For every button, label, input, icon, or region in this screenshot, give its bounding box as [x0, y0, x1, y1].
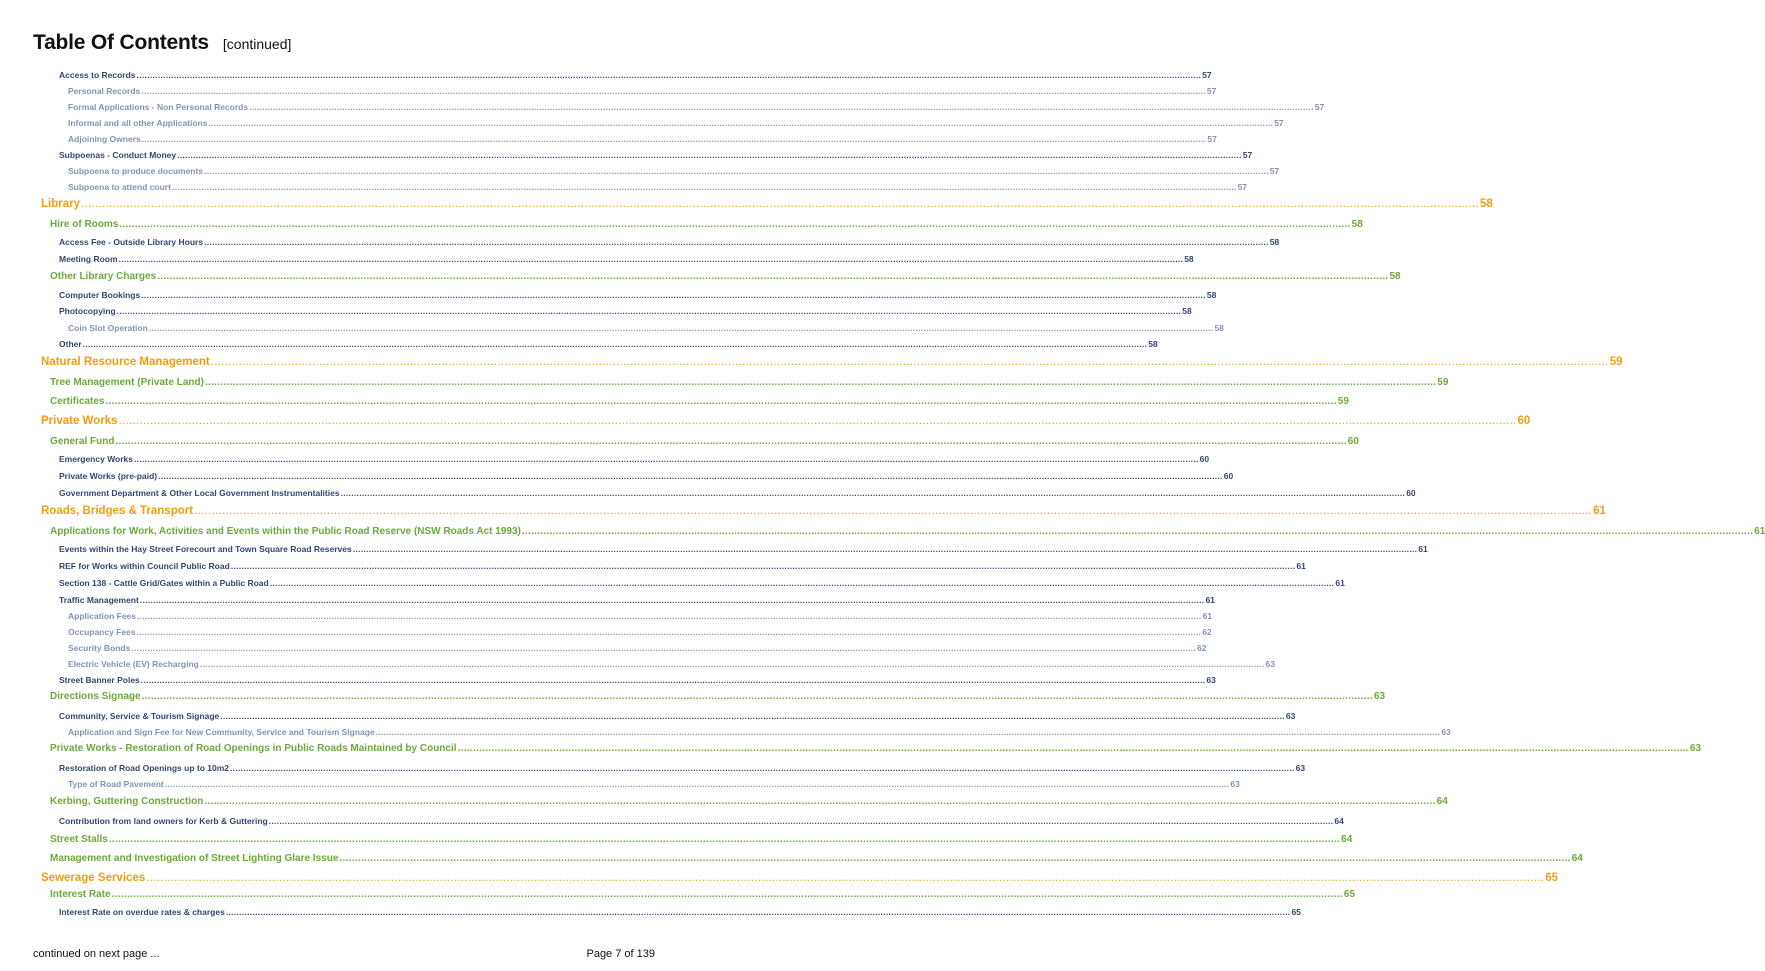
- continued-note: continued on next page ...: [33, 948, 160, 960]
- toc-entry-label: Applications for Work, Activities and Events within the Public Road Reserve (NSW Roads Act 1993): [50, 526, 521, 537]
- toc-entry-page: 60: [1406, 488, 1416, 498]
- toc-entry[interactable]: [50, 436, 1359, 447]
- toc-entry[interactable]: [68, 166, 1280, 176]
- dot-leader: ................................................................................................................................................................................................................................................................................................................................................................................................................: [204, 796, 1436, 807]
- toc-entry-label: Interest Rate on overdue rates & charges: [59, 907, 225, 917]
- toc-entry-page: 57: [1206, 86, 1217, 96]
- toc-entry-label: Access Fee - Outside Library Hours: [59, 237, 204, 247]
- toc-entry-label: General Fund: [50, 436, 115, 447]
- dot-leader: ................................................................................................................................................................................................................................................................................................................................................................................................................: [116, 306, 1182, 316]
- toc-entry[interactable]: [59, 488, 1416, 498]
- toc-entry-label: Directions Signage: [50, 691, 141, 702]
- dot-leader: ................................................................................................................................................................................................................................................................................................................................................................................................................: [118, 254, 1184, 264]
- dot-leader: ................................................................................................................................................................................................................................................................................................................................................................................................................: [269, 578, 1335, 588]
- toc-entry[interactable]: [50, 834, 1353, 845]
- dot-leader: ................................................................................................................................................................................................................................................................................................................................................................................................................: [210, 356, 1609, 368]
- toc-entry[interactable]: [68, 659, 1275, 669]
- dot-leader: ................................................................................................................................................................................................................................................................................................................................................................................................................: [208, 118, 1274, 128]
- toc-entry-label: Street Banner Poles: [59, 675, 140, 685]
- toc-entry-page: 63: [1689, 743, 1701, 754]
- toc-entry-label: Street Stalls: [50, 834, 108, 845]
- toc-entry-page: 61: [1593, 505, 1606, 517]
- toc-entry-page: 63: [1206, 675, 1216, 685]
- toc-entry-page: 58: [1148, 339, 1158, 349]
- dot-leader: ................................................................................................................................................................................................................................................................................................................................................................................................................: [136, 627, 1202, 637]
- toc-entry[interactable]: [68, 134, 1217, 144]
- toc-entry-page: 64: [1436, 796, 1448, 807]
- toc-entry-label: Subpoena to produce documents: [68, 166, 204, 176]
- dot-leader: ................................................................................................................................................................................................................................................................................................................................................................................................................: [204, 377, 1437, 388]
- toc-entry-label: Emergency Works: [59, 454, 134, 464]
- toc-entry[interactable]: [41, 356, 1623, 368]
- dot-leader: ................................................................................................................................................................................................................................................................................................................................................................................................................: [139, 595, 1205, 605]
- dot-leader: ................................................................................................................................................................................................................................................................................................................................................................................................................: [521, 526, 1754, 537]
- dot-leader: ................................................................................................................................................................................................................................................................................................................................................................................................................: [249, 102, 1314, 112]
- toc-entry-page: 60: [1223, 471, 1234, 481]
- toc-entry-page: 58: [1269, 237, 1280, 247]
- toc-entry-label: Contribution from land owners for Kerb & Guttering: [59, 816, 268, 826]
- toc-entry-label: Coin Slot Operation: [68, 323, 148, 333]
- toc-entry[interactable]: [50, 526, 1765, 537]
- toc-entry[interactable]: [50, 796, 1448, 807]
- toc-entry-label: Private Works: [41, 415, 118, 427]
- toc-entry[interactable]: [68, 182, 1248, 192]
- toc-entry-page: 63: [1265, 659, 1275, 669]
- toc-entry[interactable]: [59, 763, 1306, 773]
- toc-entry-label: Government Department & Other Local Government Instrumentalities: [59, 488, 340, 498]
- dot-leader: ................................................................................................................................................................................................................................................................................................................................................................................................................: [140, 675, 1206, 685]
- toc-entry-page: 61: [1296, 561, 1306, 571]
- toc-entry-page: 57: [1314, 102, 1325, 112]
- toc-entry-label: Sewerage Services: [41, 872, 146, 884]
- toc-entry-label: Kerbing, Guttering Construction: [50, 796, 204, 807]
- toc-entry[interactable]: [68, 323, 1224, 333]
- toc-entry-label: Private Works - Restoration of Road Openings in Public Roads Maintained by Council: [50, 743, 457, 754]
- toc-entry-label: Formal Applications - Non Personal Records: [68, 102, 249, 112]
- dot-leader: ................................................................................................................................................................................................................................................................................................................................................................................................................: [352, 544, 1418, 554]
- page-subtitle: [continued]: [222, 36, 292, 52]
- toc-entry[interactable]: [59, 907, 1301, 917]
- toc-entry-page: 65: [1291, 907, 1301, 917]
- toc-entry-page: 57: [1274, 118, 1284, 128]
- toc-entry-label: Subpoenas - Conduct Money: [59, 150, 177, 160]
- page-number: Page 7 of 139: [586, 948, 655, 960]
- toc-entry-page: 62: [1202, 627, 1212, 637]
- toc-entry[interactable]: [59, 70, 1212, 80]
- toc-entry-page: 60: [1199, 454, 1210, 464]
- dot-leader: ................................................................................................................................................................................................................................................................................................................................................................................................................: [141, 134, 1207, 144]
- dot-leader: ................................................................................................................................................................................................................................................................................................................................................................................................................: [171, 182, 1237, 192]
- toc-entry-page: 58: [1389, 271, 1401, 282]
- toc-entry-page: 63: [1230, 779, 1240, 789]
- toc-entry-page: 61: [1418, 544, 1428, 554]
- toc-entry-page: 57: [1207, 134, 1217, 144]
- toc-entry-page: 61: [1754, 526, 1765, 537]
- dot-leader: ................................................................................................................................................................................................................................................................................................................................................................................................................: [220, 711, 1285, 721]
- dot-leader: ................................................................................................................................................................................................................................................................................................................................................................................................................: [136, 70, 1202, 80]
- toc-entry-page: 58: [1214, 323, 1224, 333]
- toc-entry[interactable]: [59, 544, 1428, 554]
- toc-entry[interactable]: [50, 889, 1356, 900]
- toc-entry-page: 62: [1196, 643, 1207, 653]
- toc-entry-page: 58: [1184, 254, 1194, 264]
- toc-entry-page: 63: [1285, 711, 1296, 721]
- dot-leader: ................................................................................................................................................................................................................................................................................................................................................................................................................: [339, 853, 1571, 864]
- toc-entry-page: 57: [1269, 166, 1280, 176]
- toc-entry-label: Application Fees: [68, 611, 137, 621]
- toc-entry-page: 59: [1437, 377, 1449, 388]
- toc-entry-label: Type of Road Pavement: [68, 779, 164, 789]
- page-title: Table Of Contents: [33, 31, 209, 54]
- toc-entry-label: Subpoena to attend court: [68, 182, 171, 192]
- toc-entry-label: Meeting Room: [59, 254, 118, 264]
- toc-entry-label: Access to Records: [59, 70, 136, 80]
- dot-leader: ................................................................................................................................................................................................................................................................................................................................................................................................................: [230, 561, 1296, 571]
- toc-entry-label: Section 138 - Cattle Grid/Gates within a Public Road: [59, 578, 269, 588]
- toc-entry-label: Occupancy Fees: [68, 627, 136, 637]
- toc-entry[interactable]: [59, 816, 1344, 826]
- toc-entry-page: 63: [1441, 727, 1451, 737]
- toc-entry[interactable]: [68, 779, 1240, 789]
- toc-entry[interactable]: [59, 290, 1217, 300]
- toc-entry[interactable]: [41, 505, 1606, 517]
- toc-entry[interactable]: [59, 254, 1194, 264]
- toc-entry[interactable]: [50, 271, 1401, 282]
- toc-entry-label: Adjoining Owners: [68, 134, 141, 144]
- toc-entry-label: Personal Records: [68, 86, 141, 96]
- dot-leader: ................................................................................................................................................................................................................................................................................................................................................................................................................: [141, 290, 1206, 300]
- dot-leader: ................................................................................................................................................................................................................................................................................................................................................................................................................: [134, 454, 1199, 464]
- toc-entry[interactable]: [59, 237, 1280, 247]
- toc-entry-page: 64: [1571, 853, 1583, 864]
- toc-entry[interactable]: [68, 611, 1213, 621]
- toc-entry-page: 58: [1351, 219, 1363, 230]
- toc-entry-page: 59: [1609, 356, 1623, 368]
- dot-leader: ................................................................................................................................................................................................................................................................................................................................................................................................................: [204, 166, 1269, 176]
- toc-entry-page: 64: [1334, 816, 1344, 826]
- toc-entry-label: Electric Vehicle (EV) Recharging: [68, 659, 199, 669]
- toc-entry[interactable]: [59, 595, 1215, 605]
- toc-entry[interactable]: [59, 306, 1192, 316]
- dot-leader: ................................................................................................................................................................................................................................................................................................................................................................................................................: [177, 150, 1242, 160]
- toc-entry[interactable]: [68, 86, 1217, 96]
- toc-entry-page: 65: [1545, 872, 1559, 884]
- dot-leader: ................................................................................................................................................................................................................................................................................................................................................................................................................: [131, 643, 1196, 653]
- dot-leader: ................................................................................................................................................................................................................................................................................................................................................................................................................: [157, 271, 1389, 282]
- toc-entry-page: 65: [1343, 889, 1356, 900]
- toc-entry-label: Events within the Hay Street Forecourt and Town Square Road Reserves: [59, 544, 352, 554]
- toc-entry[interactable]: [68, 102, 1325, 112]
- toc-entry-page: 58: [1206, 290, 1217, 300]
- toc-entry-page: 57: [1202, 70, 1212, 80]
- dot-leader: ................................................................................................................................................................................................................................................................................................................................................................................................................: [225, 907, 1291, 917]
- toc-entry-page: 63: [1295, 763, 1306, 773]
- toc-entry[interactable]: [68, 627, 1212, 637]
- toc-entry[interactable]: [68, 118, 1284, 128]
- toc-entry-label: Photocopying: [59, 306, 116, 316]
- toc-entry[interactable]: [41, 872, 1559, 884]
- dot-leader: ................................................................................................................................................................................................................................................................................................................................................................................................................: [137, 611, 1202, 621]
- toc-entry[interactable]: [59, 339, 1158, 349]
- dot-leader: ................................................................................................................................................................................................................................................................................................................................................................................................................: [111, 889, 1343, 900]
- dot-leader: ................................................................................................................................................................................................................................................................................................................................................................................................................: [105, 396, 1337, 407]
- dot-leader: ................................................................................................................................................................................................................................................................................................................................................................................................................: [141, 691, 1373, 702]
- dot-leader: ................................................................................................................................................................................................................................................................................................................................................................................................................: [115, 436, 1347, 447]
- toc-entry[interactable]: [50, 396, 1349, 407]
- toc-entry-label: Natural Resource Management: [41, 356, 210, 368]
- toc-entry[interactable]: [59, 150, 1253, 160]
- toc-entry-label: Restoration of Road Openings up to 10m2: [59, 763, 230, 773]
- dot-leader: ................................................................................................................................................................................................................................................................................................................................................................................................................: [204, 237, 1269, 247]
- toc-entry[interactable]: [59, 675, 1216, 685]
- dot-leader: ................................................................................................................................................................................................................................................................................................................................................................................................................: [148, 323, 1214, 333]
- toc-entry[interactable]: [59, 578, 1345, 588]
- toc-entry[interactable]: [50, 743, 1701, 754]
- toc-entry-label: Traffic Management: [59, 595, 139, 605]
- toc-entry-page: 60: [1347, 436, 1359, 447]
- toc-entry[interactable]: [59, 561, 1306, 571]
- toc-entry[interactable]: [41, 198, 1493, 210]
- dot-leader: ................................................................................................................................................................................................................................................................................................................................................................................................................: [268, 816, 1334, 826]
- dot-leader: ................................................................................................................................................................................................................................................................................................................................................................................................................: [375, 727, 1441, 737]
- toc-entry-label: Other: [59, 339, 82, 349]
- toc-entry-page: 61: [1335, 578, 1345, 588]
- toc-entry-page: 61: [1202, 611, 1213, 621]
- toc-entry-label: Community, Service & Tourism Signage: [59, 711, 220, 721]
- toc-entry-label: Computer Bookings: [59, 290, 141, 300]
- dot-leader: ................................................................................................................................................................................................................................................................................................................................................................................................................: [81, 198, 1480, 210]
- toc-entry-label: Private Works (pre-paid): [59, 471, 158, 481]
- toc-entry-label: Hire of Rooms: [50, 219, 119, 230]
- toc-entry[interactable]: [50, 853, 1583, 864]
- toc-entry-page: 57: [1242, 150, 1253, 160]
- dot-leader: ................................................................................................................................................................................................................................................................................................................................................................................................................: [158, 471, 1223, 481]
- toc-entry[interactable]: [68, 643, 1207, 653]
- toc-entry[interactable]: [41, 415, 1531, 427]
- dot-leader: ................................................................................................................................................................................................................................................................................................................................................................................................................: [82, 339, 1148, 349]
- toc-entry-page: 59: [1337, 396, 1349, 407]
- toc-entry-label: Informal and all other Applications: [68, 118, 208, 128]
- toc-entry-label: REF for Works within Council Public Road: [59, 561, 230, 571]
- toc-entry-label: Security Bonds: [68, 643, 131, 653]
- dot-leader: ................................................................................................................................................................................................................................................................................................................................................................................................................: [164, 779, 1230, 789]
- dot-leader: ................................................................................................................................................................................................................................................................................................................................................................................................................: [230, 763, 1295, 773]
- dot-leader: ................................................................................................................................................................................................................................................................................................................................................................................................................: [457, 743, 1689, 754]
- toc-entry-label: Tree Management (Private Land): [50, 377, 204, 388]
- toc-entry[interactable]: [59, 711, 1296, 721]
- toc-entry-page: 58: [1182, 306, 1192, 316]
- dot-leader: ................................................................................................................................................................................................................................................................................................................................................................................................................: [119, 219, 1351, 230]
- toc-entry-label: Other Library Charges: [50, 271, 157, 282]
- toc-entry[interactable]: [50, 377, 1449, 388]
- toc-entry-label: Certificates: [50, 396, 105, 407]
- dot-leader: ................................................................................................................................................................................................................................................................................................................................................................................................................: [118, 415, 1517, 427]
- toc-entry-page: 60: [1517, 415, 1531, 427]
- toc-entry[interactable]: [59, 454, 1210, 464]
- toc-entry[interactable]: [50, 691, 1386, 702]
- dot-leader: ................................................................................................................................................................................................................................................................................................................................................................................................................: [146, 872, 1545, 884]
- toc-entry-page: 58: [1480, 198, 1493, 210]
- toc-entry-label: Management and Investigation of Street Lighting Glare Issue: [50, 853, 339, 864]
- toc-entry[interactable]: [68, 727, 1451, 737]
- toc-entry-label: Roads, Bridges & Transport: [41, 505, 194, 517]
- page-header: [33, 31, 291, 55]
- toc-entry-page: 63: [1373, 691, 1386, 702]
- toc-entry-label: Application and Sign Fee for New Community, Service and Tourism Signage: [68, 727, 375, 737]
- dot-leader: ................................................................................................................................................................................................................................................................................................................................................................................................................: [199, 659, 1265, 669]
- toc-entry[interactable]: [50, 219, 1363, 230]
- toc-entry-page: 57: [1237, 182, 1248, 192]
- dot-leader: ................................................................................................................................................................................................................................................................................................................................................................................................................: [194, 505, 1593, 517]
- toc-entry[interactable]: [59, 471, 1234, 481]
- dot-leader: ................................................................................................................................................................................................................................................................................................................................................................................................................: [108, 834, 1341, 845]
- dot-leader: ................................................................................................................................................................................................................................................................................................................................................................................................................: [340, 488, 1406, 498]
- toc-entry-label: Interest Rate: [50, 889, 111, 900]
- dot-leader: ................................................................................................................................................................................................................................................................................................................................................................................................................: [141, 86, 1206, 96]
- toc-entry-page: 61: [1205, 595, 1215, 605]
- toc-entry-label: Library: [41, 198, 80, 210]
- toc-entry-page: 64: [1341, 834, 1353, 845]
